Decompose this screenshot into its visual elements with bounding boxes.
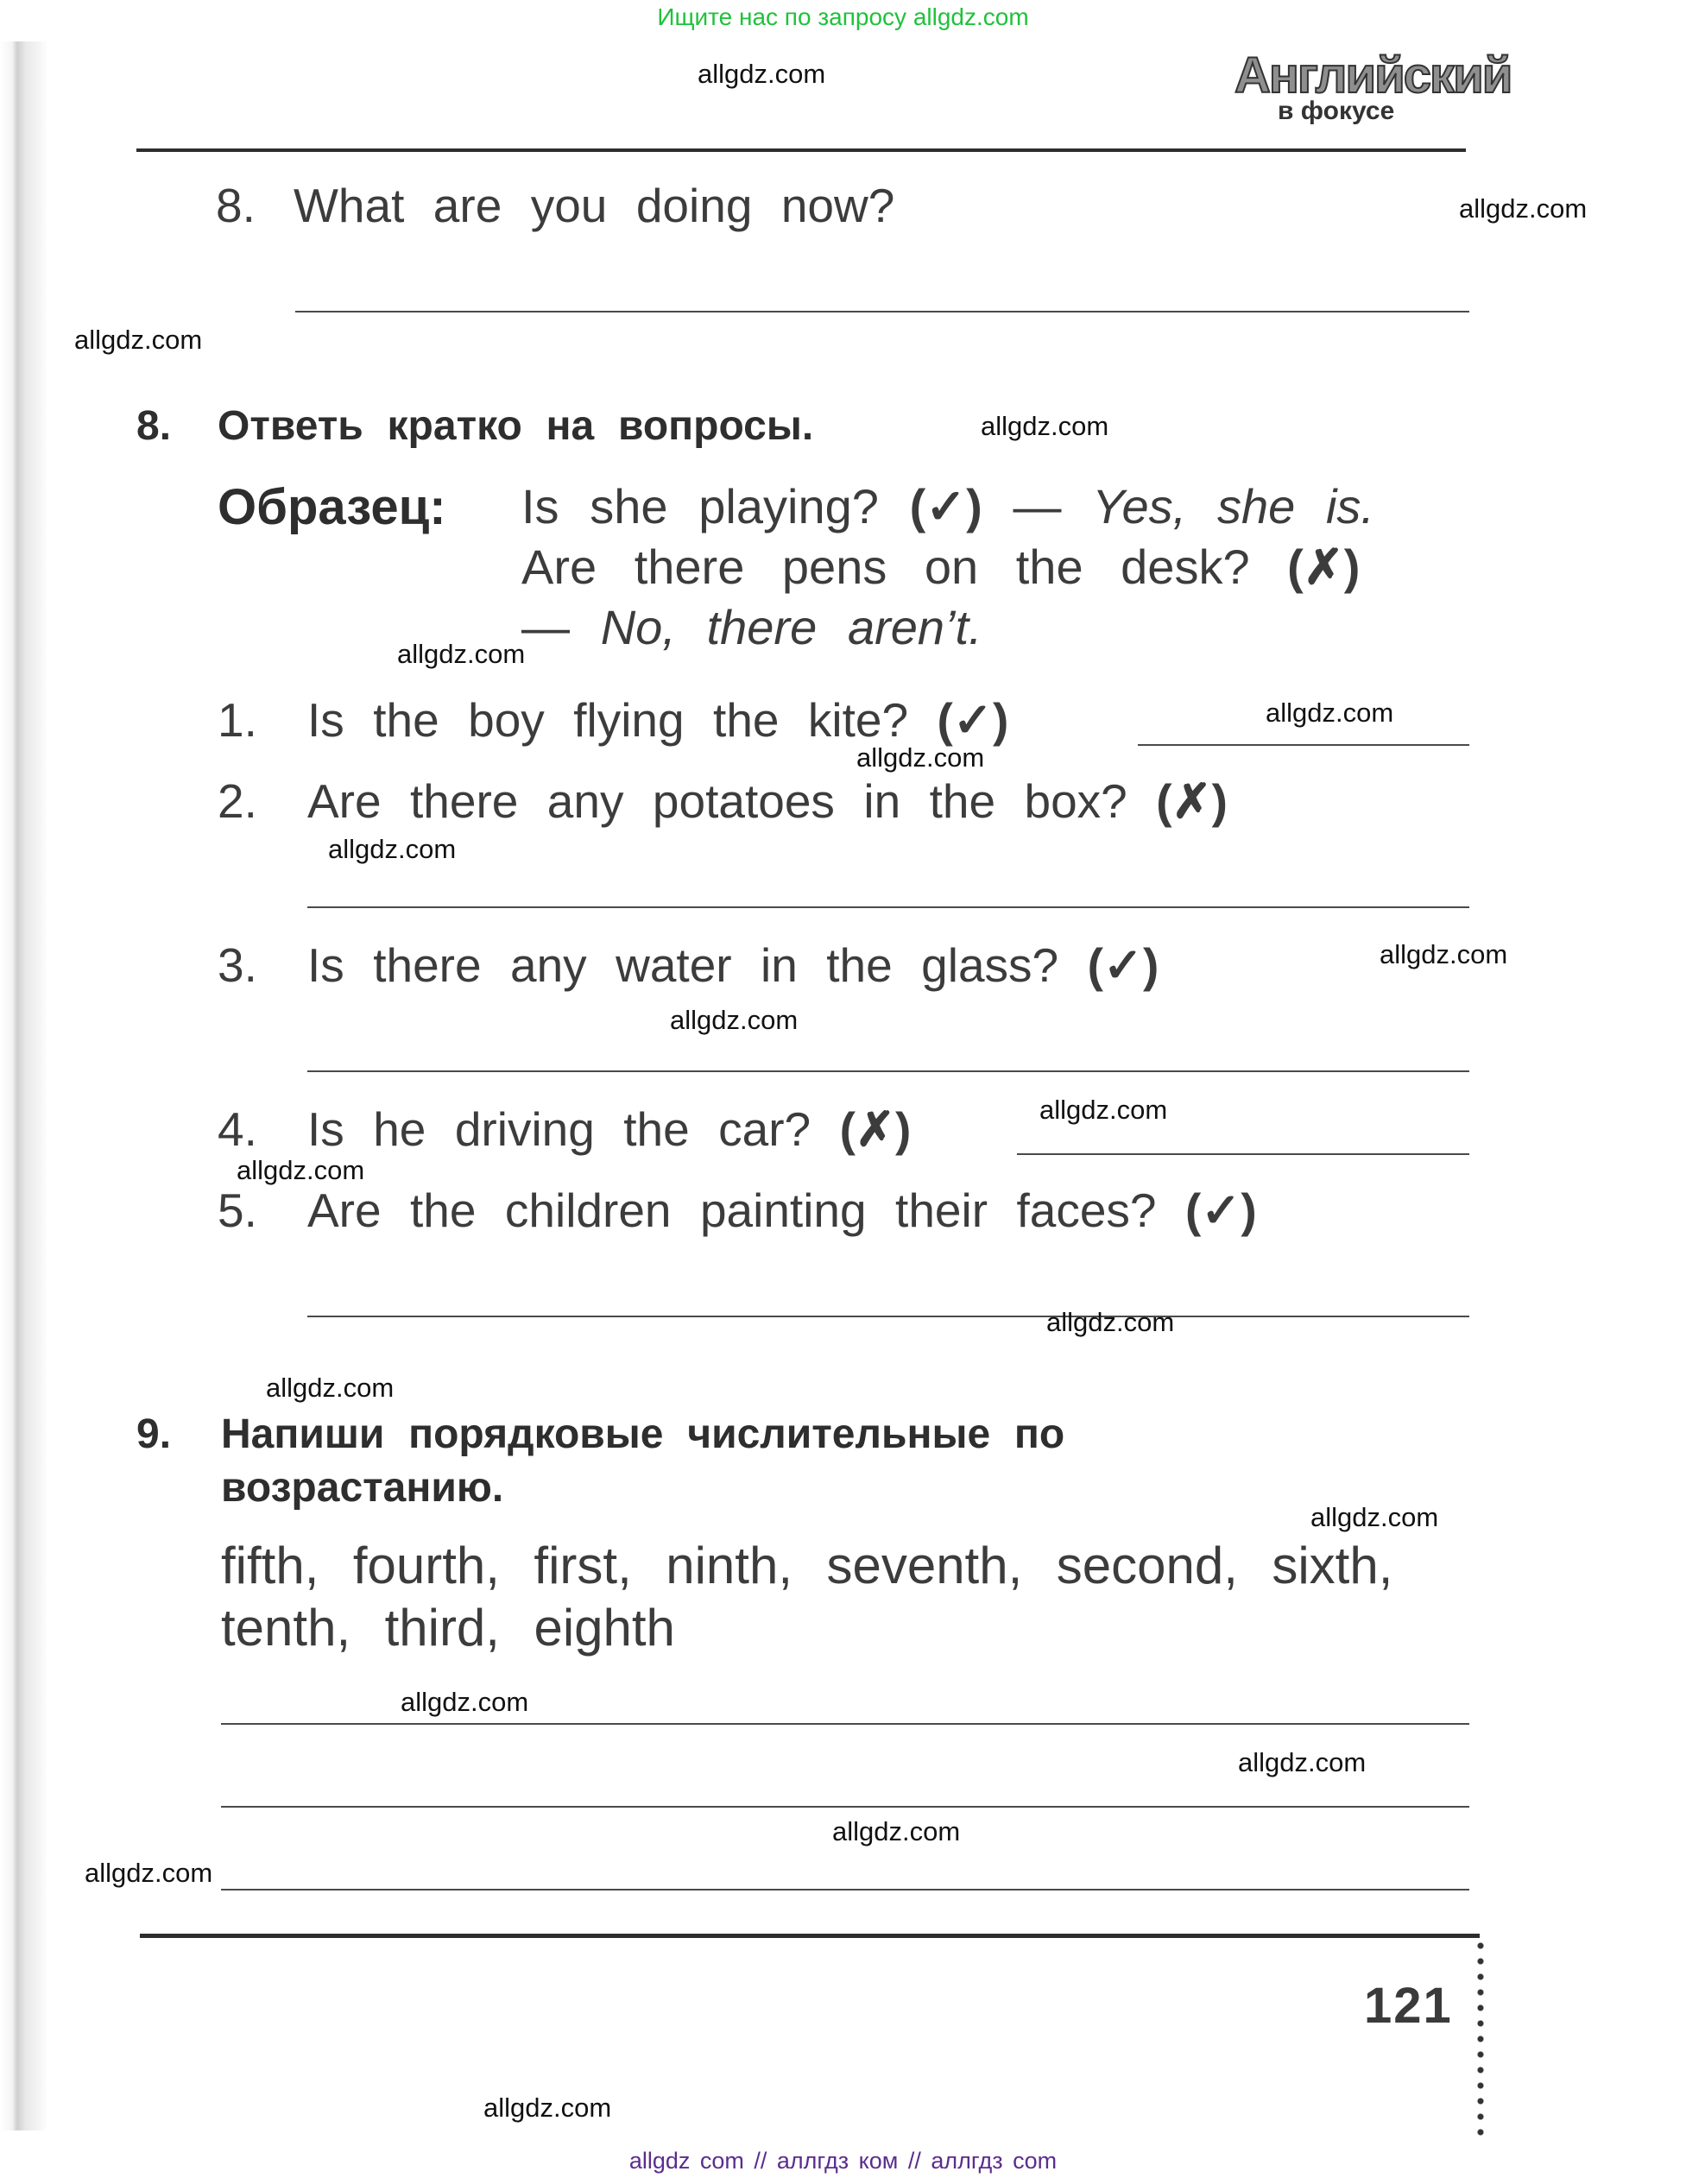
item-text: Is he driving the car? <box>307 1102 811 1156</box>
prev-question-text: What are you doing now? <box>294 179 895 232</box>
ordinal-words: fifth, fourth, first, ninth, seventh, second, sixth, tenth, third, eighth <box>221 1537 1393 1657</box>
answer-line-4[interactable] <box>1017 1153 1469 1155</box>
sample-dash-1: — <box>1013 479 1062 533</box>
sample-dash-2: — <box>521 600 570 654</box>
sample-question-1: Is she playing? <box>521 479 879 533</box>
watermark: allgdz.com <box>1046 1307 1175 1337</box>
watermark: allgdz.com <box>85 1858 213 1888</box>
sample-label: Образец: <box>218 479 446 535</box>
watermark: allgdz.com <box>1310 1502 1439 1532</box>
sample-answer-2: No, there aren’t. <box>600 600 982 654</box>
item-text: Are there any potatoes in the box? <box>307 774 1127 828</box>
watermark: allgdz.com <box>1266 697 1394 728</box>
watermark: allgdz.com <box>670 1005 799 1035</box>
sample-line-1 <box>521 478 1374 535</box>
header-rule <box>136 148 1466 152</box>
item-number: 5. <box>218 1184 257 1237</box>
watermark: allgdz.com <box>832 1816 961 1846</box>
watermark: allgdz.com <box>266 1373 395 1403</box>
watermark: allgdz.com <box>1238 1747 1367 1777</box>
exercise8-number: 8. <box>136 403 172 449</box>
answer-line-ex9-1[interactable] <box>221 1723 1469 1725</box>
item-number: 2. <box>218 774 257 828</box>
search-banner[interactable]: Ищите нас по запросу allgdz.com <box>657 3 1029 30</box>
watermark: allgdz.com <box>1380 939 1508 969</box>
watermark: allgdz.com <box>401 1687 529 1717</box>
sample-line-2 <box>521 539 1360 596</box>
question-item-1 <box>218 692 1008 748</box>
prev-question <box>216 178 894 233</box>
sample-answer-1: Yes, she is. <box>1092 479 1374 533</box>
watermark: allgdz.com <box>328 834 457 864</box>
cross-icon: (✗) <box>1156 774 1228 828</box>
logo-subtitle: в фокусе <box>1278 97 1395 125</box>
check-icon: (✓) <box>1087 938 1159 992</box>
watermark: allgdz.com <box>698 59 826 89</box>
item-text: Is there any water in the glass? <box>307 938 1059 992</box>
watermark: allgdz.com <box>981 411 1109 441</box>
dotted-margin <box>1476 1938 1485 2137</box>
item-text: Are the children painting their faces? <box>307 1184 1157 1237</box>
question-item-3 <box>218 937 1159 993</box>
exercise8-title: Ответь кратко на вопросы. <box>218 403 814 449</box>
item-number: 3. <box>218 938 257 992</box>
exercise9-title-line1: Напиши порядковые числительные по <box>221 1411 1065 1457</box>
answer-line-ex9-2[interactable] <box>221 1806 1469 1808</box>
watermark: allgdz.com <box>237 1155 365 1185</box>
watermark: allgdz.com <box>483 2092 612 2123</box>
watermark: allgdz.com <box>856 742 985 773</box>
item-text: Is the boy flying the kite? <box>307 693 909 747</box>
cross-icon: (✗) <box>839 1102 912 1156</box>
answer-line-prev[interactable] <box>295 311 1469 312</box>
page-number: 121 <box>1364 1978 1453 2034</box>
question-item-5 <box>218 1183 1257 1238</box>
answer-line-2[interactable] <box>307 906 1469 908</box>
logo-title: Английский <box>1235 47 1512 104</box>
question-item-2 <box>218 773 1228 829</box>
exercise9-number: 9. <box>136 1411 172 1457</box>
footer-rule <box>140 1934 1480 1938</box>
watermark: allgdz.com <box>1039 1095 1168 1125</box>
answer-line-ex9-3[interactable] <box>221 1889 1469 1890</box>
watermark: allgdz.com <box>1459 193 1588 224</box>
watermark: allgdz.com <box>74 325 203 355</box>
exercise9-title-line2: возрастанию. <box>221 1465 504 1511</box>
question-item-4 <box>218 1101 911 1157</box>
textbook-logo <box>1233 47 1512 129</box>
answer-line-3[interactable] <box>307 1070 1469 1072</box>
check-icon: (✓) <box>1184 1184 1257 1237</box>
answer-line-1[interactable] <box>1138 744 1469 746</box>
footer-links[interactable]: allgdz com // аллгдз ком // аллгдз com <box>628 2148 1058 2174</box>
book-spine-shadow <box>0 41 47 2130</box>
check-icon: (✓) <box>937 693 1009 747</box>
item-number: 4. <box>218 1102 257 1156</box>
cross-icon: (✗) <box>1287 540 1361 594</box>
watermark: allgdz.com <box>397 639 526 669</box>
item-number: 1. <box>218 693 257 747</box>
prev-question-number: 8. <box>216 179 256 232</box>
answer-line-5[interactable] <box>307 1316 1469 1317</box>
sample-question-2: Are there pens on the desk? <box>521 540 1250 594</box>
check-icon: (✓) <box>909 479 982 533</box>
sample-line-3 <box>521 599 982 655</box>
